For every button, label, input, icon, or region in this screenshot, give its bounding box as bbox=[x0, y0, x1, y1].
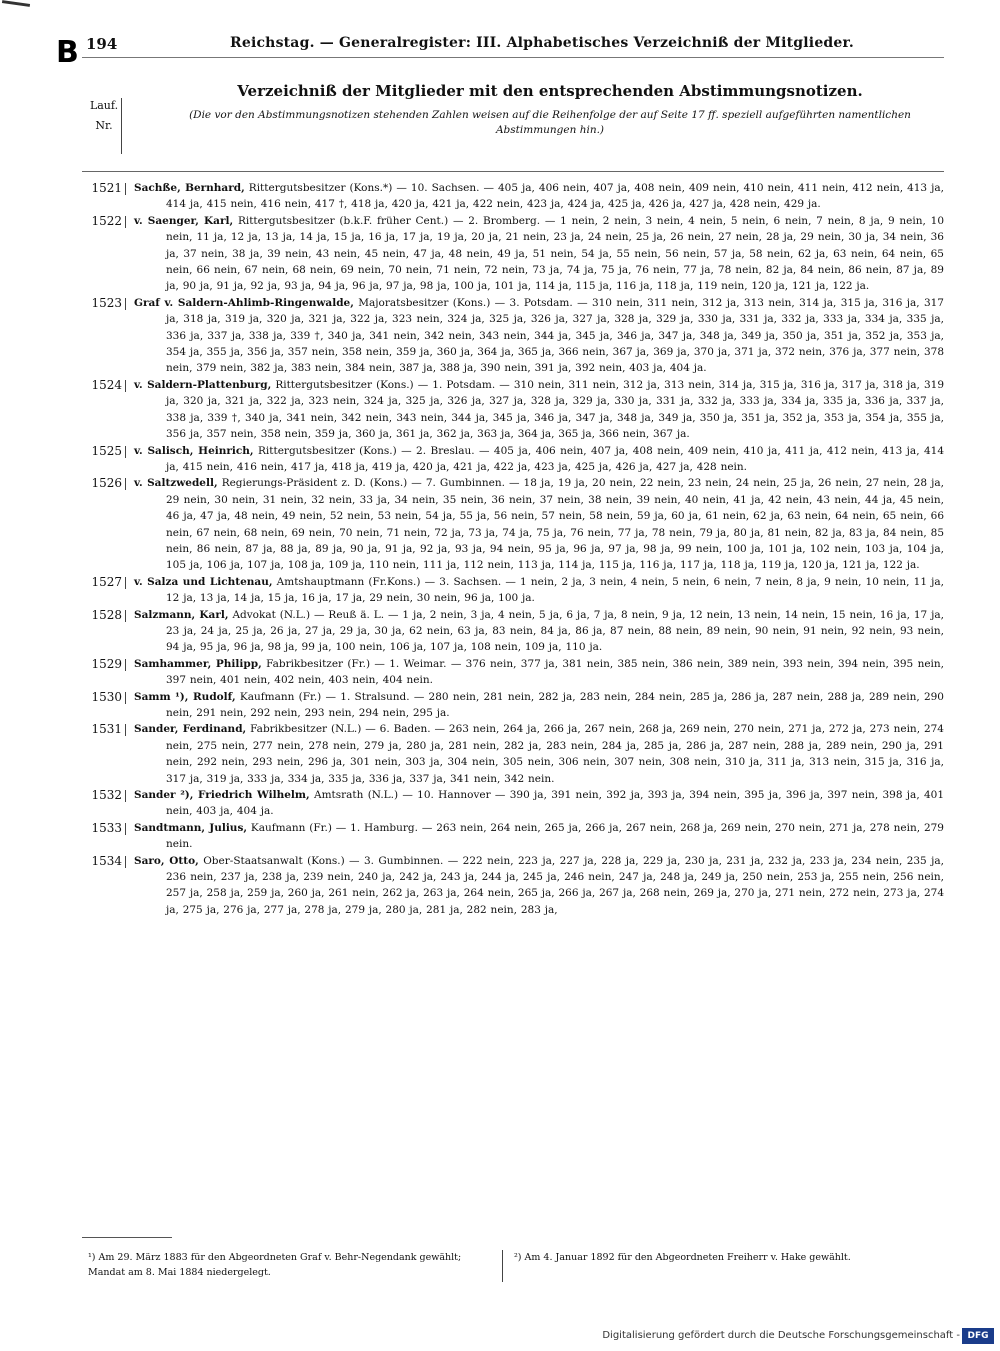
entry-number: 1526 bbox=[91, 476, 122, 491]
column-label-line2: Nr. bbox=[95, 119, 113, 132]
entry-divider bbox=[125, 183, 126, 195]
running-head-rule bbox=[82, 57, 944, 58]
list-item bbox=[0, 607, 1000, 656]
entry-divider bbox=[125, 692, 126, 704]
member-name: Saro, Otto, bbox=[134, 854, 199, 867]
entry-divider bbox=[125, 380, 126, 392]
entry-divider bbox=[125, 823, 126, 835]
member-name: Graf v. Saldern-Ahlimb-Ringenwalde, bbox=[134, 296, 354, 309]
member-name: Sachße, Bernhard, bbox=[134, 182, 245, 194]
entry-text bbox=[134, 443, 944, 476]
section-letter: B bbox=[56, 35, 79, 70]
entry-divider bbox=[125, 724, 126, 736]
member-list bbox=[0, 180, 1000, 918]
member-name: v. Saldern-Plattenburg, bbox=[134, 378, 272, 391]
entry-text bbox=[134, 475, 944, 573]
member-votes: Majoratsbesitzer (Kons.) — 3. Potsdam. — 310 nein, 311 nein, 312 ja, 313 nein, 314 ja, 315 ja, 316 ja, 317 ja, 318 ja, 319 ja, 320 ja, 321 ja, 322 ja, 323 nein, 324 ja, 325 ja, 326 ja, 327 ja, 328 ja, 329 ja, 330 ja, 331 ja, 332 ja, 333 ja, 334 ja, 335 ja, 336 ja, 337 ja, 338 ja, 339 †, 340 ja, 341 nein, 342 nein, 343 nein, 344 ja, 345 ja, 346 ja, 347 ja, 348 ja, 349 ja, 350 ja, 351 ja, 352 ja, 353 ja, 354 ja, 355 ja, 356 ja, 357 nein, 358 nein, 359 ja, 360 ja, 364 ja, 365 ja, 366 nein, 367 ja, 369 ja, 370 ja, 371 ja, 372 nein, 376 ja, 377 nein, 378 nein, 379 nein, 382 ja, 383 nein, 384 nein, 387 ja, 388 ja, 390 nein, 391 ja, 392 nein, 403 ja, 404 ja. bbox=[166, 296, 944, 375]
list-item bbox=[0, 574, 1000, 607]
entry-divider bbox=[125, 216, 126, 228]
member-votes: Fabrikbesitzer (Fr.) — 1. Weimar. — 376 nein, 377 ja, 381 nein, 385 nein, 386 nein, 389 nein, 393 nein, 394 nein, 395 nein, 397 nein, 401 nein, 402 nein, 403 nein, 404 nein. bbox=[166, 657, 945, 687]
member-name: Sandtmann, Julius, bbox=[134, 821, 248, 834]
footnote-1: ¹) Am 29. März 1883 für den Abgeordneten Graf v. Behr-Negendank gewählt; Mandat am 8. Mai 1884 niedergelegt. bbox=[88, 1252, 462, 1278]
entry-number: 1527 bbox=[91, 574, 122, 589]
member-votes: Rittergutsbesitzer (Kons.*) — 10. Sachsen. — 405 ja, 406 nein, 407 ja, 408 nein, 409 nein, 410 nein, 411 nein, 412 nein, 413 ja, 414 ja, 415 nein, 416 nein, 417 †, 418 ja, 420 ja, 421 ja, 422 nein, 423 ja, 424 ja, 425 ja, 426 ja, 427 ja, 428 nein, 429 ja. bbox=[166, 182, 944, 211]
member-name: v. Saenger, Karl, bbox=[134, 214, 234, 227]
running-head: Reichstag. — Generalregister: III. Alphabetisches Verzeichniß der Mitglieder. bbox=[230, 35, 854, 51]
member-name: Samhammer, Philipp, bbox=[134, 657, 262, 670]
member-votes: Advokat (N.L.) — Reuß ä. L. — 1 ja, 2 nein, 3 ja, 4 nein, 5 ja, 6 ja, 7 ja, 8 nein, 9 ja, 12 nein, 13 nein, 14 nein, 15 nein, 16 ja, 17 ja, 23 ja, 24 ja, 25 ja, 26 ja, 27 ja, 29 ja, 30 ja, 62 nein, 63 ja, 83 nein, 84 ja, 86 ja, 87 nein, 88 nein, 89 nein, 90 nein, 91 nein, 92 nein, 93 nein, 94 ja, 95 ja, 96 ja, 98 ja, 99 ja, 100 nein, 106 ja, 107 ja, 108 nein, 109 ja, 110 ja. bbox=[166, 608, 945, 654]
list-item bbox=[0, 213, 1000, 295]
member-votes: Kaufmann (Fr.) — 1. Stralsund. — 280 nein, 281 nein, 282 ja, 283 nein, 284 nein, 285 ja, 286 ja, 287 nein, 288 ja, 289 nein, 290 nein, 291 nein, 292 nein, 293 nein, 294 nein, 295 ja. bbox=[166, 690, 944, 719]
entry-number: 1532 bbox=[91, 788, 122, 803]
header-rule bbox=[82, 171, 944, 172]
member-votes: Amtshauptmann (Fr.Kons.) — 3. Sachsen. — 1 nein, 2 ja, 3 nein, 4 nein, 5 nein, 6 nein, 7 nein, 8 ja, 9 nein, 10 nein, 11 ja, 12 ja, 13 ja, 14 ja, 15 ja, 16 ja, 17 ja, 29 nein, 30 nein, 96 ja, 100 ja. bbox=[166, 575, 945, 605]
member-votes: Regierungs-Präsident z. D. (Kons.) — 7. Gumbinnen. — 18 ja, 19 ja, 20 nein, 22 nein, 23 nein, 24 nein, 25 ja, 26 nein, 27 nein, 28 ja, 29 nein, 30 nein, 31 nein, 32 nein, 33 ja, 34 nein, 35 nein, 36 nein, 37 nein, 38 nein, 39 nein, 40 nein, 41 ja, 42 nein, 43 nein, 44 ja, 45 nein, 46 ja, 47 ja, 48 nein, 49 nein, 52 nein, 53 nein, 54 ja, 55 ja, 56 nein, 57 nein, 58 nein, 59 ja, 60 ja, 61 nein, 62 ja, 63 nein, 64 nein, 65 nein, 66 nein, 67 nein, 68 nein, 69 nein, 70 nein, 71 nein, 72 ja, 73 ja, 74 ja, 75 ja, 76 nein, 77 ja, 78 nein, 79 ja, 80 ja, 81 nein, 82 ja, 83 ja, 84 nein, 85 nein, 86 nein, 87 ja, 88 ja, 89 ja, 90 ja, 91 ja, 92 ja, 93 ja, 94 nein, 95 ja, 96 ja, 97 ja, 98 ja, 99 nein, 100 ja, 101 ja, 102 nein, 103 ja, 104 ja, 105 ja, 106 ja, 107 ja, 108 ja, 109 ja, 110 nein, 111 ja, 112 nein, 113 ja, 114 ja, 115 ja, 116 ja, 117 ja, 118 ja, 119 ja, 120 ja, 121 ja, 122 ja. bbox=[166, 477, 945, 572]
entry-text bbox=[134, 607, 944, 656]
entry-text bbox=[134, 377, 944, 443]
list-item bbox=[0, 377, 1000, 443]
entry-text bbox=[134, 689, 944, 722]
entry-number: 1522 bbox=[91, 213, 122, 228]
member-name: v. Saltzwedell, bbox=[134, 477, 218, 490]
entry-number: 1534 bbox=[91, 853, 122, 868]
entry-divider bbox=[125, 659, 126, 671]
member-votes: Rittergutsbesitzer (b.k.F. früher Cent.) — 2. Bromberg. — 1 nein, 2 nein, 3 nein, 4 nein, 5 nein, 6 nein, 7 nein, 8 ja, 9 nein, 10 nein, 11 ja, 12 ja, 13 ja, 14 ja, 15 ja, 16 ja, 17 ja, 19 ja, 20 ja, 21 nein, 23 ja, 24 nein, 25 ja, 26 nein, 27 nein, 28 ja, 29 nein, 30 ja, 34 nein, 36 ja, 37 nein, 38 ja, 39 nein, 43 nein, 45 nein, 47 ja, 48 nein, 49 ja, 51 nein, 54 ja, 55 nein, 56 nein, 57 ja, 58 nein, 62 ja, 63 nein, 64 nein, 65 nein, 66 nein, 67 nein, 68 nein, 69 nein, 70 nein, 71 nein, 72 nein, 73 ja, 74 ja, 75 ja, 76 nein, 77 ja, 78 nein, 82 ja, 84 nein, 86 nein, 87 ja, 89 ja, 90 ja, 91 ja, 92 ja, 93 ja, 94 ja, 96 ja, 97 ja, 98 ja, 100 ja, 101 ja, 114 ja, 115 ja, 116 ja, 118 ja, 119 nein, 120 ja, 121 ja, 122 ja. bbox=[166, 214, 944, 293]
member-name: Samm ¹), Rudolf, bbox=[134, 690, 236, 703]
member-votes: Ober-Staatsanwalt (Kons.) — 3. Gumbinnen. — 222 nein, 223 ja, 227 ja, 228 ja, 229 ja, 230 ja, 231 ja, 232 ja, 233 ja, 234 nein, 235 ja, 236 nein, 237 ja, 238 ja, 239 nein, 240 ja, 242 ja, 243 ja, 244 ja, 245 ja, 246 nein, 247 ja, 248 ja, 249 ja, 250 nein, 253 ja, 255 nein, 256 nein, 257 ja, 258 ja, 259 ja, 260 ja, 261 nein, 262 ja, 263 ja, 264 nein, 265 ja, 266 ja, 267 ja, 268 nein, 269 ja, 270 ja, 271 nein, 272 nein, 273 ja, 274 ja, 275 ja, 276 ja, 277 ja, 278 ja, 279 ja, 280 ja, 281 ja, 282 nein, 283 ja, bbox=[166, 854, 944, 916]
page-title: Verzeichniß der Mitglieder mit den entsprechenden Abstimmungsnotizen. bbox=[237, 82, 863, 100]
list-item bbox=[0, 180, 1000, 213]
entry-text bbox=[134, 656, 944, 689]
list-item bbox=[0, 787, 1000, 820]
entry-divider bbox=[125, 446, 126, 458]
footnote-rule bbox=[82, 1237, 172, 1238]
member-votes: Rittergutsbesitzer (Kons.) — 1. Potsdam. — 310 nein, 311 nein, 312 ja, 313 nein, 314 ja, 315 ja, 316 ja, 317 ja, 318 ja, 319 ja, 320 ja, 321 ja, 322 ja, 323 nein, 324 ja, 325 ja, 326 ja, 327 ja, 328 ja, 329 ja, 330 ja, 331 ja, 332 ja, 333 ja, 334 ja, 335 ja, 336 ja, 337 ja, 338 ja, 339 †, 340 ja, 341 nein, 342 nein, 343 nein, 344 ja, 345 ja, 346 ja, 347 ja, 348 ja, 349 ja, 350 ja, 351 ja, 352 ja, 353 ja, 354 ja, 355 ja, 356 ja, 357 nein, 358 nein, 359 ja, 360 ja, 361 ja, 362 ja, 363 ja, 364 ja, 365 ja, 366 nein, 367 ja. bbox=[166, 378, 944, 441]
list-item bbox=[0, 689, 1000, 722]
entry-text bbox=[134, 721, 944, 787]
entry-text bbox=[134, 574, 944, 607]
list-item bbox=[0, 295, 1000, 377]
member-votes: Kaufmann (Fr.) — 1. Hamburg. — 263 nein, 264 nein, 265 ja, 266 ja, 267 nein, 268 ja, 269 nein, 270 nein, 271 ja, 278 nein, 279 nein. bbox=[166, 821, 944, 851]
member-name: v. Salisch, Heinrich, bbox=[134, 444, 254, 457]
list-item bbox=[0, 721, 1000, 787]
footnote-divider bbox=[502, 1250, 503, 1282]
entry-divider bbox=[125, 790, 126, 802]
member-votes: Fabrikbesitzer (N.L.) — 6. Baden. — 263 nein, 264 ja, 266 ja, 267 nein, 268 ja, 269 nein, 270 nein, 271 ja, 272 ja, 273 nein, 274 nein, 275 nein, 277 nein, 278 nein, 279 ja, 280 ja, 281 nein, 282 ja, 283 nein, 284 ja, 285 ja, 286 ja, 287 nein, 288 ja, 289 nein, 290 ja, 291 nein, 292 nein, 293 nein, 296 ja, 301 nein, 303 ja, 304 nein, 305 nein, 306 nein, 307 nein, 308 nein, 310 ja, 311 ja, 313 nein, 315 ja, 316 ja, 317 ja, 319 ja, 333 ja, 334 ja, 335 ja, 336 ja, 337 ja, 341 nein, 342 nein. bbox=[166, 723, 944, 785]
entry-number: 1523 bbox=[91, 295, 122, 310]
column-label-divider bbox=[121, 98, 122, 154]
page-subtitle: (Die vor den Abstimmungsnotizen stehenden Zahlen weisen auf die Reihenfolge der auf Seite 17 ff. speziell aufgeführten namentlichen Abstimmungen hin.) bbox=[189, 109, 911, 136]
entry-divider bbox=[125, 298, 126, 310]
page-number: 194 bbox=[86, 35, 118, 53]
member-votes: Rittergutsbesitzer (Kons.) — 2. Breslau. — 405 ja, 406 nein, 407 ja, 408 nein, 409 nein, 410 ja, 411 ja, 412 nein, 413 ja, 414 ja, 415 nein, 416 nein, 417 ja, 418 ja, 419 ja, 420 ja, 421 ja, 422 ja, 423 ja, 425 ja, 426 ja, 427 ja, 428 nein. bbox=[166, 444, 944, 473]
footnote-2: ²) Am 4. Januar 1892 für den Abgeordneten Freiherr v. Hake gewählt. bbox=[514, 1252, 851, 1263]
member-name: Sander, Ferdinand, bbox=[134, 723, 247, 736]
scan-corner-mark bbox=[0, 0, 40, 14]
entry-number: 1524 bbox=[91, 377, 122, 392]
entry-divider bbox=[125, 856, 126, 868]
entry-number: 1530 bbox=[91, 689, 122, 704]
member-name: v. Salza und Lichtenau, bbox=[134, 575, 273, 588]
entry-text bbox=[134, 853, 944, 919]
list-item bbox=[0, 443, 1000, 476]
entry-number: 1525 bbox=[91, 443, 122, 458]
list-item bbox=[0, 656, 1000, 689]
list-item bbox=[0, 853, 1000, 919]
column-label-line1: Lauf. bbox=[89, 99, 119, 112]
member-name: Salzmann, Karl, bbox=[134, 608, 229, 621]
entry-text bbox=[134, 180, 944, 213]
entry-number: 1528 bbox=[91, 607, 122, 622]
entry-number: 1521 bbox=[91, 181, 122, 195]
entry-text bbox=[134, 820, 944, 853]
dfg-logo-icon: DFG bbox=[962, 1328, 994, 1344]
digitization-note: Digitalisierung gefördert durch die Deutsche Forschungsgemeinschaft - bbox=[602, 1330, 960, 1341]
entry-divider bbox=[125, 577, 126, 589]
entry-number: 1531 bbox=[91, 722, 122, 737]
entry-divider bbox=[125, 610, 126, 622]
column-label bbox=[84, 96, 124, 136]
entry-text bbox=[134, 213, 944, 295]
member-votes: Amtsrath (N.L.) — 10. Hannover — 390 ja, 391 nein, 392 ja, 393 ja, 394 nein, 395 ja, 396 ja, 397 nein, 398 ja, 401 nein, 403 ja, 404 ja. bbox=[166, 789, 945, 818]
entry-divider bbox=[125, 478, 126, 490]
entry-number: 1529 bbox=[91, 656, 122, 671]
list-item bbox=[0, 820, 1000, 853]
member-name: Sander ²), Friedrich Wilhelm, bbox=[134, 789, 310, 802]
entry-number: 1533 bbox=[91, 820, 122, 835]
entry-text bbox=[134, 787, 944, 820]
list-item bbox=[0, 475, 1000, 573]
entry-text bbox=[134, 295, 944, 377]
